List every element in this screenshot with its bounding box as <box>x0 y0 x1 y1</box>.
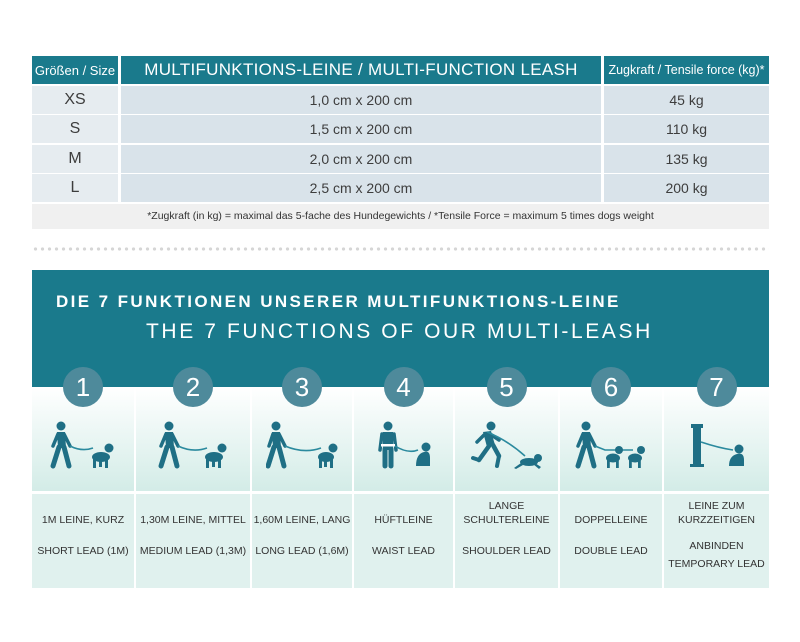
function-number-badge: 2 <box>173 367 213 407</box>
dotted-divider <box>32 247 769 251</box>
table-row <box>32 86 769 114</box>
size-cell: XS <box>32 86 118 114</box>
force-cell: 135 kg <box>604 145 769 173</box>
function-label-de: 1M LEINE, KURZ <box>41 514 125 526</box>
function-card-6 <box>560 371 662 588</box>
function-card-3 <box>252 371 352 588</box>
waist-leash-person-dog-icon <box>368 420 440 472</box>
table-row <box>32 174 769 202</box>
walking-person-dog-icon <box>47 420 119 472</box>
function-label-de: DOPPELLEINE <box>574 514 648 526</box>
function-card-4 <box>354 371 453 588</box>
functions-title-de: DIE 7 FUNKTIONEN UNSERER MULTIFUNKTIONS-LEINE <box>56 292 621 311</box>
size-table <box>32 56 769 229</box>
function-label-de: 1,60M LEINE, LANG <box>253 514 351 526</box>
header-force: Zugkraft / Tensile force (kg)* <box>604 56 769 84</box>
function-number-badge: 1 <box>63 367 103 407</box>
function-label-de-line1: LANGE <box>488 500 525 512</box>
function-label-de-line1: LEINE ZUM <box>688 500 745 512</box>
function-number-badge: 7 <box>697 367 737 407</box>
dims-cell: 1,0 cm x 200 cm <box>121 86 601 114</box>
size-cell: S <box>32 115 118 143</box>
function-number-badge: 3 <box>282 367 322 407</box>
function-number-badge: 4 <box>384 367 424 407</box>
running-person-dog-icon <box>471 420 543 472</box>
post-tied-dog-icon <box>681 420 753 472</box>
function-card-2 <box>136 371 250 588</box>
function-label-en: MEDIUM LEAD (1,3M) <box>139 545 247 557</box>
header-leash: MULTIFUNKTIONS-LEINE / MULTI-FUNCTION LEASH <box>121 56 601 84</box>
dims-cell: 2,5 cm x 200 cm <box>121 174 601 202</box>
function-label-en: WAIST LEAD <box>371 545 435 557</box>
function-label-de-line3: ANBINDEN <box>689 540 744 552</box>
function-label-en: SHORT LEAD (1M) <box>37 545 129 557</box>
table-footnote: *Zugkraft (in kg) = maximal das 5-fache des Hundegewichts / *Tensile Force = maximum 5 times dogs weight <box>32 204 769 229</box>
force-cell: 110 kg <box>604 115 769 143</box>
function-label-en: TEMPORARY LEAD <box>668 558 765 570</box>
force-cell: 200 kg <box>604 174 769 202</box>
dims-cell: 1,5 cm x 200 cm <box>121 115 601 143</box>
function-label-de-line2: KURZZEITIGEN <box>677 514 755 526</box>
functions-title-en: THE 7 FUNCTIONS OF OUR MULTI-LEASH <box>146 320 653 343</box>
function-label-en: DOUBLE LEAD <box>574 545 648 557</box>
functions-grid <box>32 371 769 588</box>
function-number-badge: 6 <box>591 367 631 407</box>
size-cell: L <box>32 174 118 202</box>
table-row <box>32 145 769 173</box>
header-size: Größen / Size <box>32 56 118 84</box>
force-cell: 45 kg <box>604 86 769 114</box>
table-header-row <box>32 56 769 84</box>
function-card-1 <box>32 371 134 588</box>
function-card-7 <box>664 371 769 588</box>
walking-person-dog-icon <box>157 420 229 472</box>
dims-cell: 2,0 cm x 200 cm <box>121 145 601 173</box>
walking-person-dog-icon <box>266 420 338 472</box>
function-card-5 <box>455 371 558 588</box>
function-label-en: LONG LEAD (1,6M) <box>255 545 349 557</box>
function-label-de: 1,30M LEINE, MITTEL <box>140 514 246 526</box>
function-label-de: HÜFTLEINE <box>374 514 433 526</box>
table-row <box>32 115 769 143</box>
size-cell: M <box>32 145 118 173</box>
function-label-en: SHOULDER LEAD <box>462 545 551 557</box>
function-label-de-line2: SCHULTERLEINE <box>463 514 550 526</box>
person-two-dogs-icon <box>575 420 647 472</box>
function-number-badge: 5 <box>487 367 527 407</box>
